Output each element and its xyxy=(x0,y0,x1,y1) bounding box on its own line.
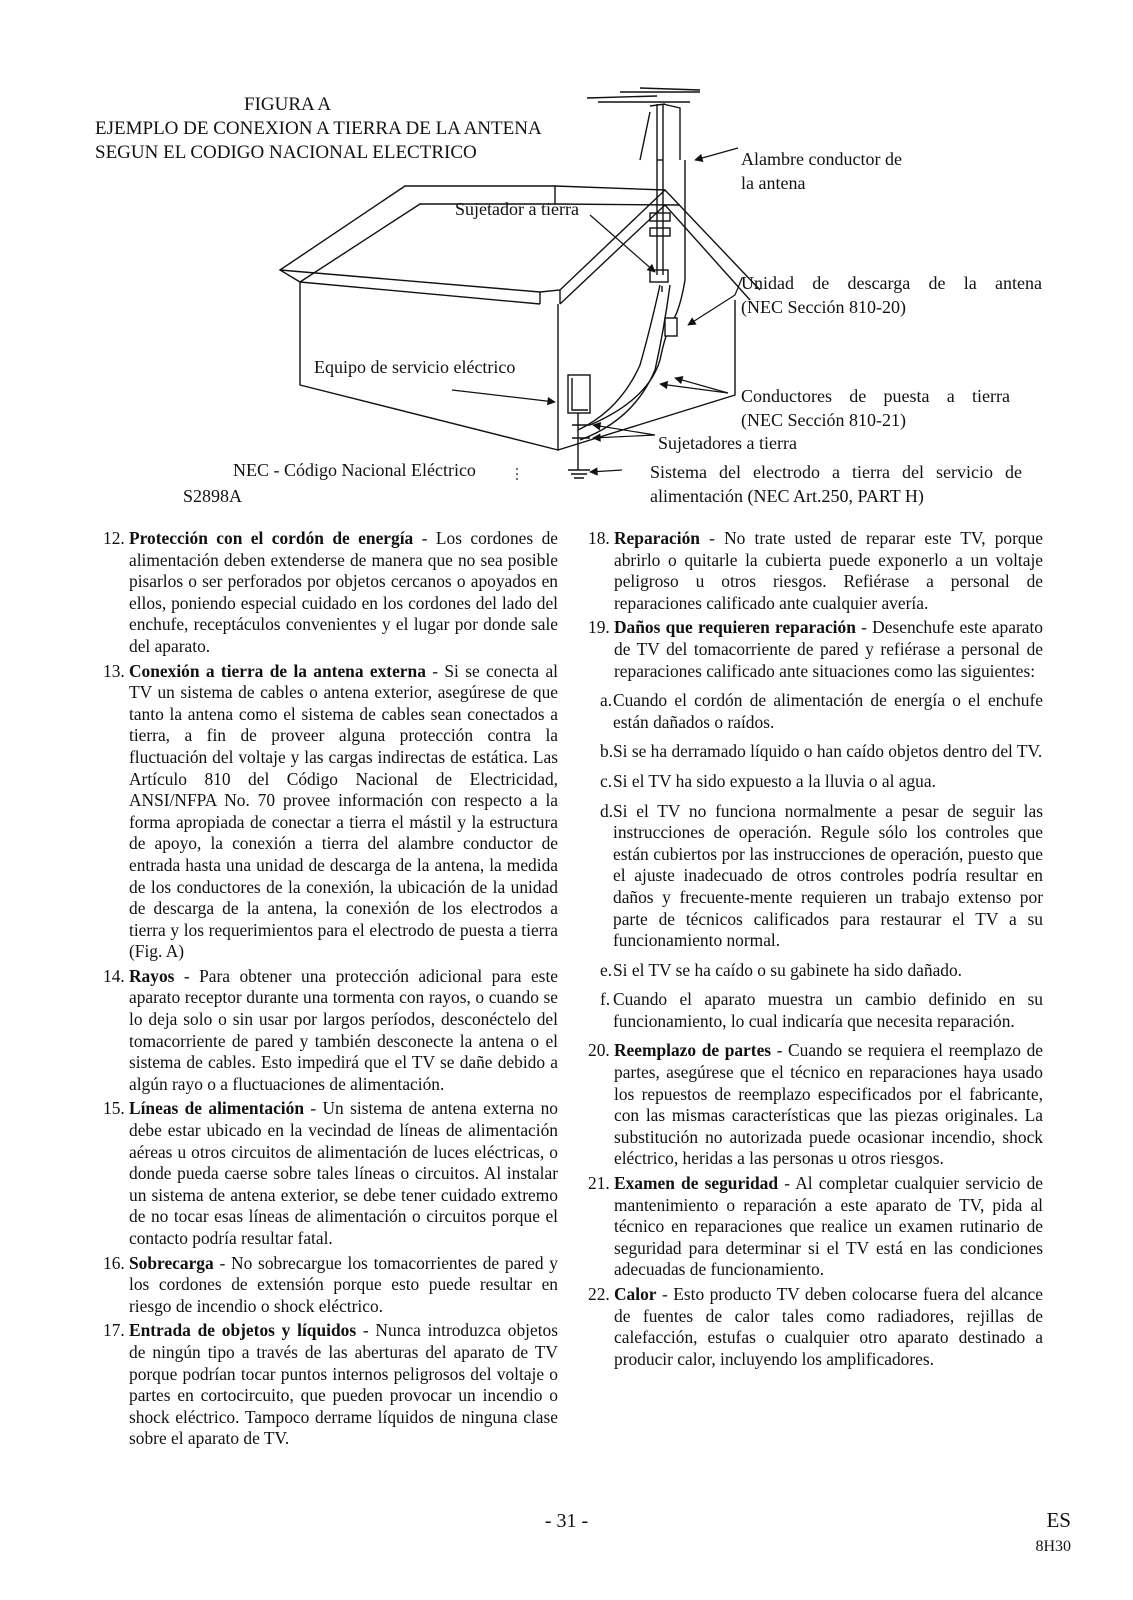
sub-list-item: c. Si el TV ha sido expuesto a la lluvia o al agua. xyxy=(600,770,936,791)
list-item: 20. Reemplazo de partes - Cuando se requiera el reemplazo de partes, asegúrese que el técnico en reparaciones haya usado los repuestos de reemplazo especificados por el fabricante, con las mismas características que las piezas originales. La substitución no autorizada puede ocasionar incendio, shock eléctrico, heridas a las personas u otros riesgos. xyxy=(588,1040,1044,1169)
label-electrode-system: Sistema del electrodo a tierra del servicio de xyxy=(650,462,1022,482)
list-item: 13. Conexión a tierra de la antena externa - Si se conecta al TV un sistema de cables o antena exterior, asegúrese de que tanto la antena como el sistema de cables sean conectados a tierra, a fin de proveer alguna protección contra la fluctuación del voltaje y las cargas indirectas de estática. Las Artículo 810 del Código Nacional de Electricidad, ANSI/NFPA No. 70 provee información con respecto a la forma apropiada de conectar a tierra el mástil y la estructura de apoyo, la conexión a tierra del alambre conductor de entrada hasta una unidad de descarga de la antena, la medida de los conductores de la conexión, la ubicación de la unidad de descarga de la antena, la conexión de los electrodos a tierra y los requerimientos para el electrodo de puesta a tierra (Fig. A) xyxy=(103,660,558,962)
sub-list-item: a. Cuando el cordón de alimentación de energía o el enchufe están dañados o raídos. xyxy=(600,690,1043,732)
sub-list-item: b. Si se ha derramado líquido o han caído objetos dentro del TV. xyxy=(600,741,1043,762)
label-nec-note: NEC - Código Nacional Eléctrico xyxy=(233,460,476,480)
grounding-conductor xyxy=(578,285,670,440)
list-item: 21. Examen de seguridad - Al completar cualquier servicio de mantenimiento o reparación a este aparato de TV, pida al técnico en reparaciones que realice un examen rutinario de seguridad para determinar si el TV está en las condiciones adecuadas de funcionamiento. xyxy=(588,1173,1043,1280)
list-item: 17. Entrada de objetos y líquidos - Nunca introduzca objetos de ningún tipo a través de las aberturas del aparato de TV porque podrían tocar puntos internos peligrosos del voltaje o partes en cortocircuito, que pueden provocar un incendio o shock eléctrico. Tampoco derrame líquidos de ninguna clase sobre el aparato de TV. xyxy=(103,1320,558,1449)
left-column xyxy=(103,528,558,1453)
label-ground-clamps: Sujetadores a tierra xyxy=(658,433,797,453)
label-lead-in-wire: Alambre conductor de xyxy=(741,149,902,169)
label-grounding-conductors-2: (NEC Sección 810-21) xyxy=(741,410,906,430)
label-discharge-unit: Unidad de descarga de la antena xyxy=(741,273,1042,293)
antenna-grounding-diagram xyxy=(0,0,1133,525)
sub-list-item: e. Si el TV se ha caído o su gabinete ha sido dañado. xyxy=(600,959,963,980)
label-electrode-system-2: alimentación (NEC Art.250, PART H) xyxy=(650,486,924,506)
list-item: 22. Calor - Esto producto TV deben colocarse fuera del alcance de fuentes de calor tales como radiadores, rejillas de calefacción, estufas o cualquier otro aparato destinado a producir calor, incluyendo los amplificadores. xyxy=(588,1284,1043,1369)
label-grounding-conductors: Conductores de puesta a tierra xyxy=(741,386,1010,406)
page-number: - 31 - xyxy=(544,1510,589,1532)
figure-label: FIGURA A xyxy=(244,94,332,115)
right-column xyxy=(588,528,1043,1373)
figure-subtitle: SEGUN EL CODIGO NACIONAL ELECTRICO xyxy=(95,142,477,163)
label-discharge-unit-2: (NEC Sección 810-20) xyxy=(741,297,906,317)
sub-list-item: d. Si el TV no funciona normalmente a pesar de seguir las instrucciones de operación. Regule sólo los controles que están cubiertos por las instrucciones de operación, puesto que el ajuste inadecuado de otros controles podría resultar en daños y frecuente-mente requieren un trabajo extenso por parte de técnicos calificados para restaurar el TV a su funcionamiento normal. xyxy=(600,800,1043,951)
figure-a xyxy=(0,0,1133,525)
discharge-unit xyxy=(665,318,677,336)
sub-list-item: f. Cuando el aparato muestra un cambio definido en su funcionamiento, lo cual indicaría que necesita reparación. xyxy=(600,989,1043,1031)
list-item: 16. Sobrecarga - No sobrecargue los tomacorrientes de pared y los cordones de extensión porque esto puede resultar en riesgo de incendio o shock eléctrico. xyxy=(103,1252,558,1316)
label-figure-code: S2898A xyxy=(183,486,243,506)
language-code: ES xyxy=(1046,1508,1071,1532)
antenna-mast xyxy=(657,160,663,275)
label-ground-clamp: Sujetador a tierra xyxy=(455,199,579,219)
label-service-equipment: Equipo de servicio eléctrico xyxy=(314,357,516,377)
antenna-elements xyxy=(587,88,700,106)
list-item: 12. Protección con el cordón de energía - Los cordones de alimentación deben extenderse de manera que no sea posible pisarlos o ser perforados por objetos cercanos o apoyados en ellos, poniendo especial cuidado en los cordones del lado del enchufe, receptáculos convenientes y el lugar por donde sale del aparato. xyxy=(103,528,558,656)
list-item: 19. Daños que requieren reparación - Desenchufe este aparato de TV del tomacorriente de pared y refiérase a personal de reparaciones calificado ante situaciones como las siguientes: xyxy=(588,617,1043,681)
list-item: 18. Reparación - No trate usted de reparar este TV, porque abrirlo o quitarle la cubierta puede exponerlo a un voltaje peligroso u otros riesgos. Refiérase a personal de reparaciones calificado ante cualquier avería. xyxy=(588,528,1043,613)
list-item: 14. Rayos - Para obtener una protección adicional para este aparato receptor durante una tormenta con rayos, o cuando se lo deja solo o sin usar por largos períodos, desconéctelo del tomacorriente de pared y también desconecte la antena o el sistema de cables. Esto impedirá que el TV se dañe debido a algún rayo o a fluctuaciones de alimentación. xyxy=(103,965,558,1094)
figure-title: EJEMPLO DE CONEXION A TIERRA DE LA ANTENA xyxy=(95,118,542,139)
list-item: 15. Líneas de alimentación - Un sistema de antena externa no debe estar ubicado en la vecindad de líneas de alimentación aéreas u otros circuitos de alimentación de luces eléctricas, o donde pueda caerse sobre tales líneas o circuitos. Al instalar un sistema de antena exterior, se debe tener cuidado extremo de no tocar esas líneas de alimentación o circuitos porque el contacto podría resultar fatal. xyxy=(103,1098,558,1248)
model-code: 8H30 xyxy=(1035,1538,1071,1555)
label-lead-in-wire-2: la antena xyxy=(741,173,806,193)
